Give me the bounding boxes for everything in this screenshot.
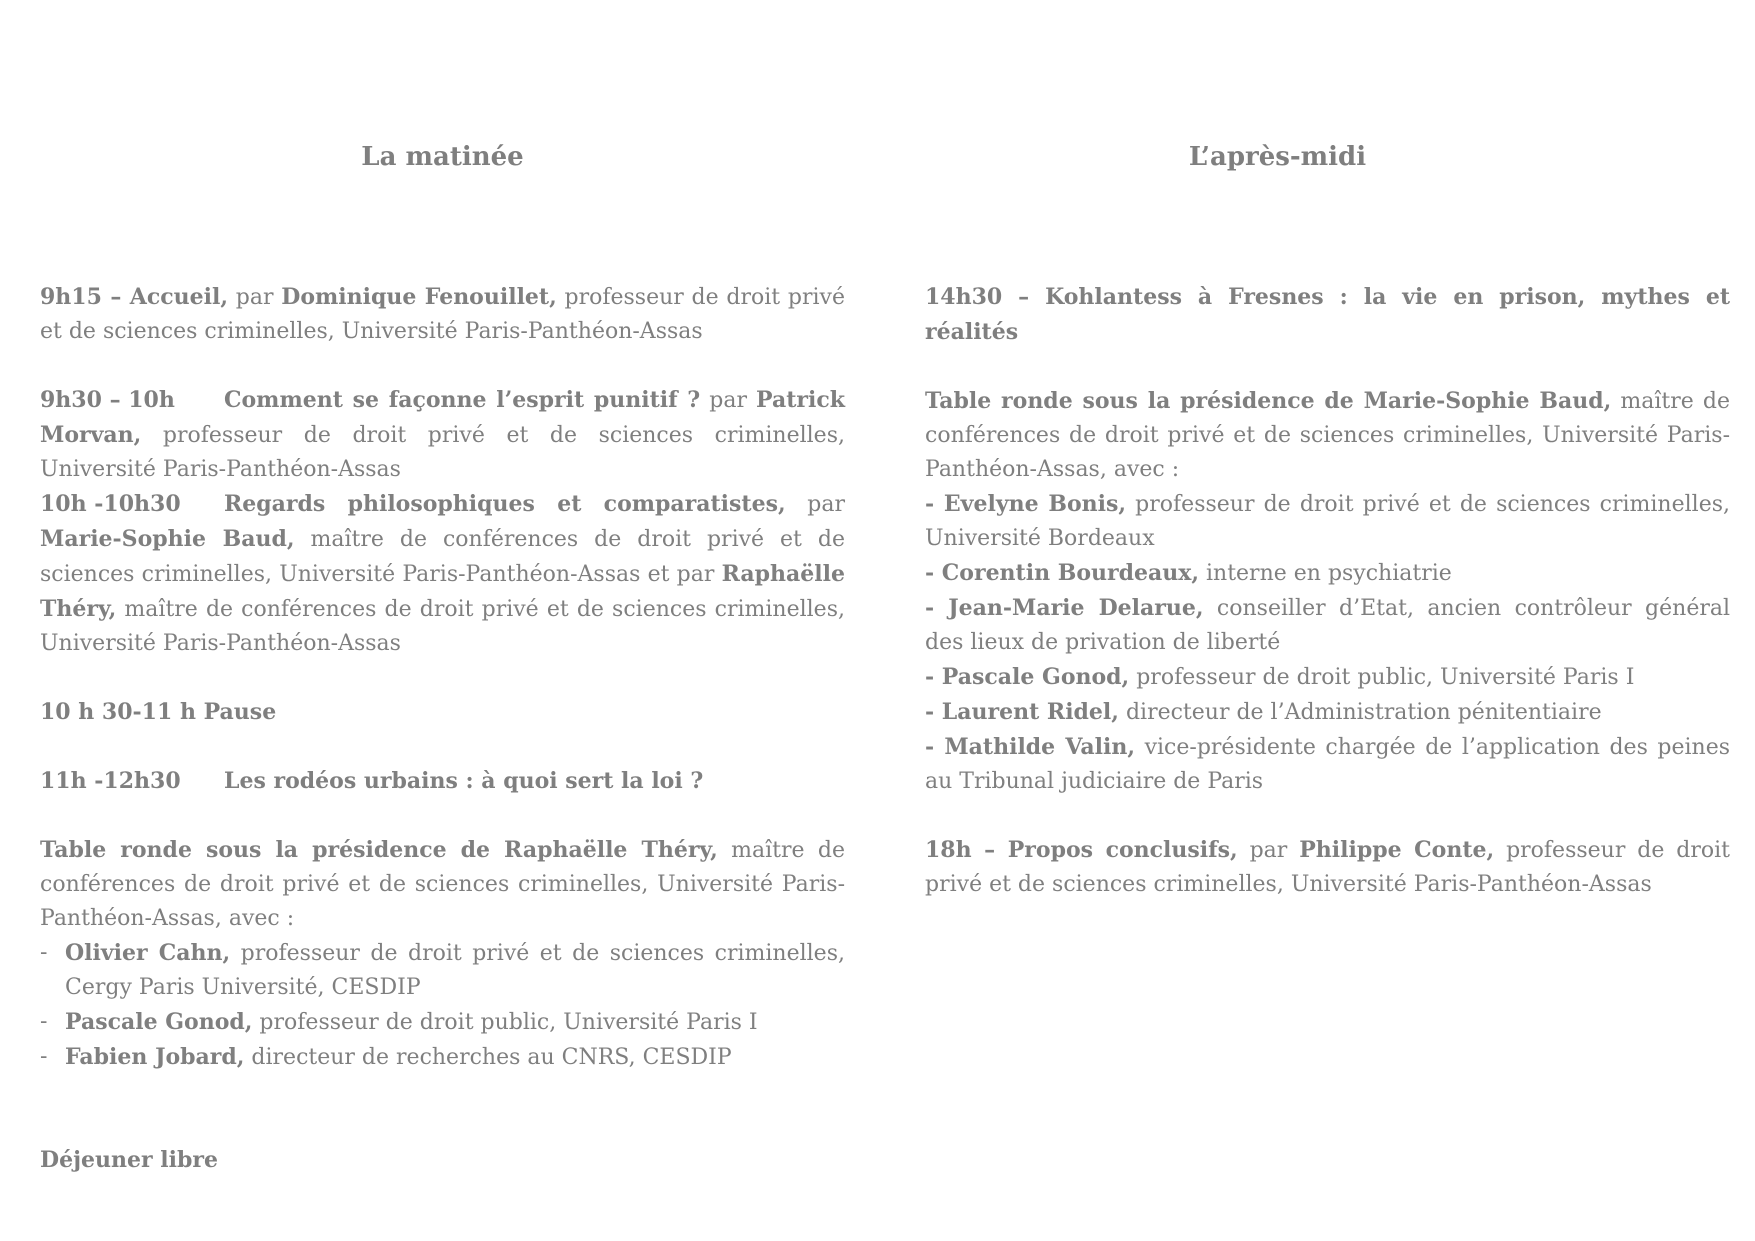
paragraph <box>40 487 845 661</box>
column-afternoon <box>925 0 1730 902</box>
text-run: - Corentin Bourdeaux, <box>925 560 1199 586</box>
text-run: directeur de l’Administration pénitentiaire <box>1118 700 1602 725</box>
text-run: Dominique Fenouillet, <box>281 284 557 310</box>
text-run: maître de conférences de droit privé et de sciences criminelles, Université Paris-Panthéon-Assas, avec : <box>925 389 1731 482</box>
paragraph <box>40 383 845 487</box>
text-run: Regards philosophiques et comparatistes, <box>224 491 786 517</box>
paragraph <box>925 384 1730 487</box>
paragraph <box>925 695 1730 730</box>
morning-body <box>40 280 845 1178</box>
blank-line <box>40 730 845 764</box>
paragraph <box>40 695 845 730</box>
list-item <box>40 936 845 1005</box>
paragraph <box>925 591 1730 660</box>
text-run: - Laurent Ridel, <box>925 699 1119 725</box>
paragraph <box>40 764 845 799</box>
paragraph <box>925 556 1730 591</box>
blank-line <box>40 349 845 383</box>
text-run: Olivier Cahn, <box>65 940 231 966</box>
text-run: professeur de droit privé et de sciences criminelles, Université Paris-Panthéon-Assas <box>925 838 1731 897</box>
text-run: professeur de droit privé et de sciences criminelles, Université Paris-Panthéon-Assas <box>40 423 845 482</box>
time-label: 9h30 – 10h <box>40 387 175 413</box>
text-run: Marie-Sophie Baud, <box>40 526 295 552</box>
afternoon-body <box>925 280 1730 902</box>
text-run: Fabien Jobard, <box>65 1044 245 1070</box>
text-run: Philippe Conte, <box>1299 837 1495 863</box>
text-run: 10 h 30-11 h Pause <box>40 699 277 725</box>
list-item <box>40 1040 845 1075</box>
column-morning <box>40 0 845 1178</box>
blank-line <box>40 1109 845 1143</box>
text-run: professeur de droit privé et de sciences criminelles, Cergy Paris Université, CESDIP <box>65 941 845 1000</box>
text-run: - Evelyne Bonis, <box>925 491 1127 517</box>
text-run: maître de conférences de droit privé et de sciences criminelles, Université Paris-Panthéon-Assas et par <box>40 527 845 587</box>
text-run: 18h – Propos conclusifs, <box>925 837 1238 863</box>
text-run: maître de conférences de droit privé et de sciences criminelles, Université Paris-Panthéon-Assas, avec : <box>40 838 846 931</box>
text-run: - Pascale Gonod, <box>925 664 1130 690</box>
text-run: par <box>785 492 845 517</box>
blank-line <box>40 661 845 695</box>
blank-line <box>40 1075 845 1109</box>
paragraph <box>925 730 1730 799</box>
paragraph <box>40 1143 845 1178</box>
text-run: professeur de droit public, Université Paris I <box>1129 665 1635 690</box>
time-label: 11h -12h30 <box>40 768 181 794</box>
paragraph <box>925 487 1730 556</box>
list-item <box>40 1005 845 1040</box>
text-run: Table ronde sous la présidence de Raphaëlle Théry, <box>40 837 718 863</box>
list-dash: - <box>40 940 48 965</box>
text-run: interne en psychiatrie <box>1199 561 1452 586</box>
text-run: professeur de droit privé et de sciences criminelles, Université Paris-Panthéon-Assas <box>40 285 845 344</box>
text-run: vice-présidente chargée de l’application des peines au Tribunal judiciaire de Paris <box>925 735 1731 794</box>
text-run: directeur de recherches au CNRS, CESDIP <box>244 1045 732 1070</box>
text-run: 9h15 – Accueil, <box>40 284 228 310</box>
morning-title: La matinée <box>361 142 524 172</box>
paragraph <box>40 833 845 936</box>
paragraph <box>925 833 1730 902</box>
text-run: Pascale Gonod, <box>65 1009 253 1035</box>
time-label: 10h -10h30 <box>40 491 181 517</box>
text-run: conseiller d’Etat, ancien contrôleur général des lieux de privation de liberté <box>925 596 1731 655</box>
list-dash: - <box>40 1009 48 1034</box>
text-run: Patrick Morvan, <box>40 387 845 448</box>
blank-line <box>40 799 845 833</box>
text-run: - Mathilde Valin, <box>925 734 1136 760</box>
text-run: par <box>1237 838 1300 863</box>
text-run: Déjeuner libre <box>40 1147 218 1173</box>
text-run: - Jean-Marie Delarue, <box>925 595 1204 621</box>
paragraph <box>925 280 1730 350</box>
blank-line <box>925 350 1730 384</box>
list-dash: - <box>40 1044 48 1069</box>
blank-line <box>925 799 1730 833</box>
text-run: 14h30 – Kohlantess à Fresnes : la vie en prison, mythes et réalités <box>925 284 1730 345</box>
text-run: Comment se façonne l’esprit punitif ? <box>224 387 701 413</box>
text-run: par <box>228 285 282 310</box>
text-run: maître de conférences de droit privé et de sciences criminelles, Université Paris-Panthéon-Assas <box>40 597 845 656</box>
paragraph <box>40 280 845 349</box>
paragraph <box>925 660 1730 695</box>
text-run: professeur de droit privé et de sciences criminelles, Université Bordeaux <box>925 492 1730 551</box>
text-run: professeur de droit public, Université Paris I <box>252 1010 758 1035</box>
text-run: Table ronde sous la présidence de Marie-Sophie Baud, <box>925 388 1612 414</box>
text-run: Les rodéos urbains : à quoi sert la loi ? <box>224 768 704 794</box>
afternoon-title: L’après-midi <box>1188 142 1367 172</box>
text-run: Raphaëlle Théry, <box>40 561 845 622</box>
text-run: par <box>700 388 757 413</box>
